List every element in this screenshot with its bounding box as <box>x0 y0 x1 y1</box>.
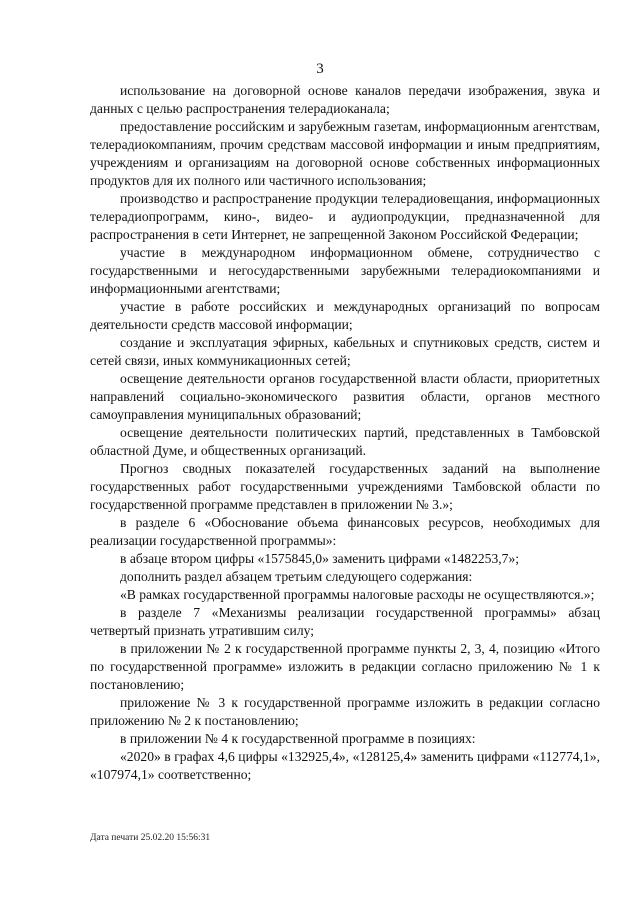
paragraph: в приложении № 4 к государственной программе в позициях: <box>120 731 476 746</box>
paragraph: использование на договорной основе каналов передачи изображения, звука и данных с целью распространения телерадиоканала; <box>90 83 600 116</box>
paragraph: в разделе 6 «Обоснование объема финансовых ресурсов, необходимых для реализации государственной программы»: <box>90 515 600 548</box>
paragraph: создание и эксплуатация эфирных, кабельных и спутниковых средств, систем и сетей связи, иных коммуникационных сетей; <box>90 335 600 368</box>
paragraph: «2020» в графах 4,6 цифры «132925,4», «128125,4» заменить цифрами «112774,1», «107974,1» соответственно; <box>90 749 600 782</box>
print-date-footer: Дата печати 25.02.20 15:56:31 <box>90 833 211 843</box>
paragraph: «В рамках государственной программы налоговые расходы не осуществляются.»; <box>120 587 595 602</box>
paragraph: участие в международном информационном обмене, сотрудничество с государственными и негосударственными зарубежными телерадиокомпаниями и информационными агентствами; <box>90 245 600 296</box>
paragraph: Прогноз сводных показателей государственных заданий на выполнение государственных работ государственными учреждениями Тамбовской области по государственной программе представлен в приложении № 3.»; <box>90 461 600 512</box>
page-number: 3 <box>316 61 324 77</box>
paragraph: в разделе 7 «Механизмы реализации государственной программы» абзац четвертый признать утратившим силу; <box>90 605 600 638</box>
paragraph: производство и распространение продукции телерадиовещания, информационных телерадиопрограмм, кино-, видео- и аудиопродукции, предназначенной для распространения в сети Интернет, не запрещенной Законом Российской Федерации; <box>90 191 600 242</box>
paragraph: приложение № 3 к государственной программе изложить в редакции согласно приложению № 2 к постановлению; <box>90 695 600 728</box>
paragraph: в приложении № 2 к государственной программе пункты 2, 3, 4, позицию «Итого по государственной программе» изложить в редакции согласно приложению № 1 к постановлению; <box>90 641 600 692</box>
paragraph: предоставление российским и зарубежным газетам, информационным агентствам, телерадиокомпаниям, прочим средствам массовой информации и иным предприятиям, учреждениям и организациям на договорной основе собственных информационных продуктов для их полного или частичного использования; <box>90 119 600 188</box>
paragraph: освещение деятельности органов государственной власти области, приоритетных направлений социально-экономического развития области, органов местного самоуправления муниципальных образований; <box>90 371 600 422</box>
paragraph: участие в работе российских и международных организаций по вопросам деятельности средств массовой информации; <box>90 299 600 332</box>
document-body <box>90 82 600 784</box>
paragraph: дополнить раздел абзацем третьим следующего содержания: <box>120 569 473 584</box>
paragraph: освещение деятельности политических партий, представленных в Тамбовской областной Думе, и общественных организаций. <box>90 425 600 458</box>
paragraph: в абзаце втором цифры «1575845,0» заменить цифрами «1482253,7»; <box>120 551 520 566</box>
